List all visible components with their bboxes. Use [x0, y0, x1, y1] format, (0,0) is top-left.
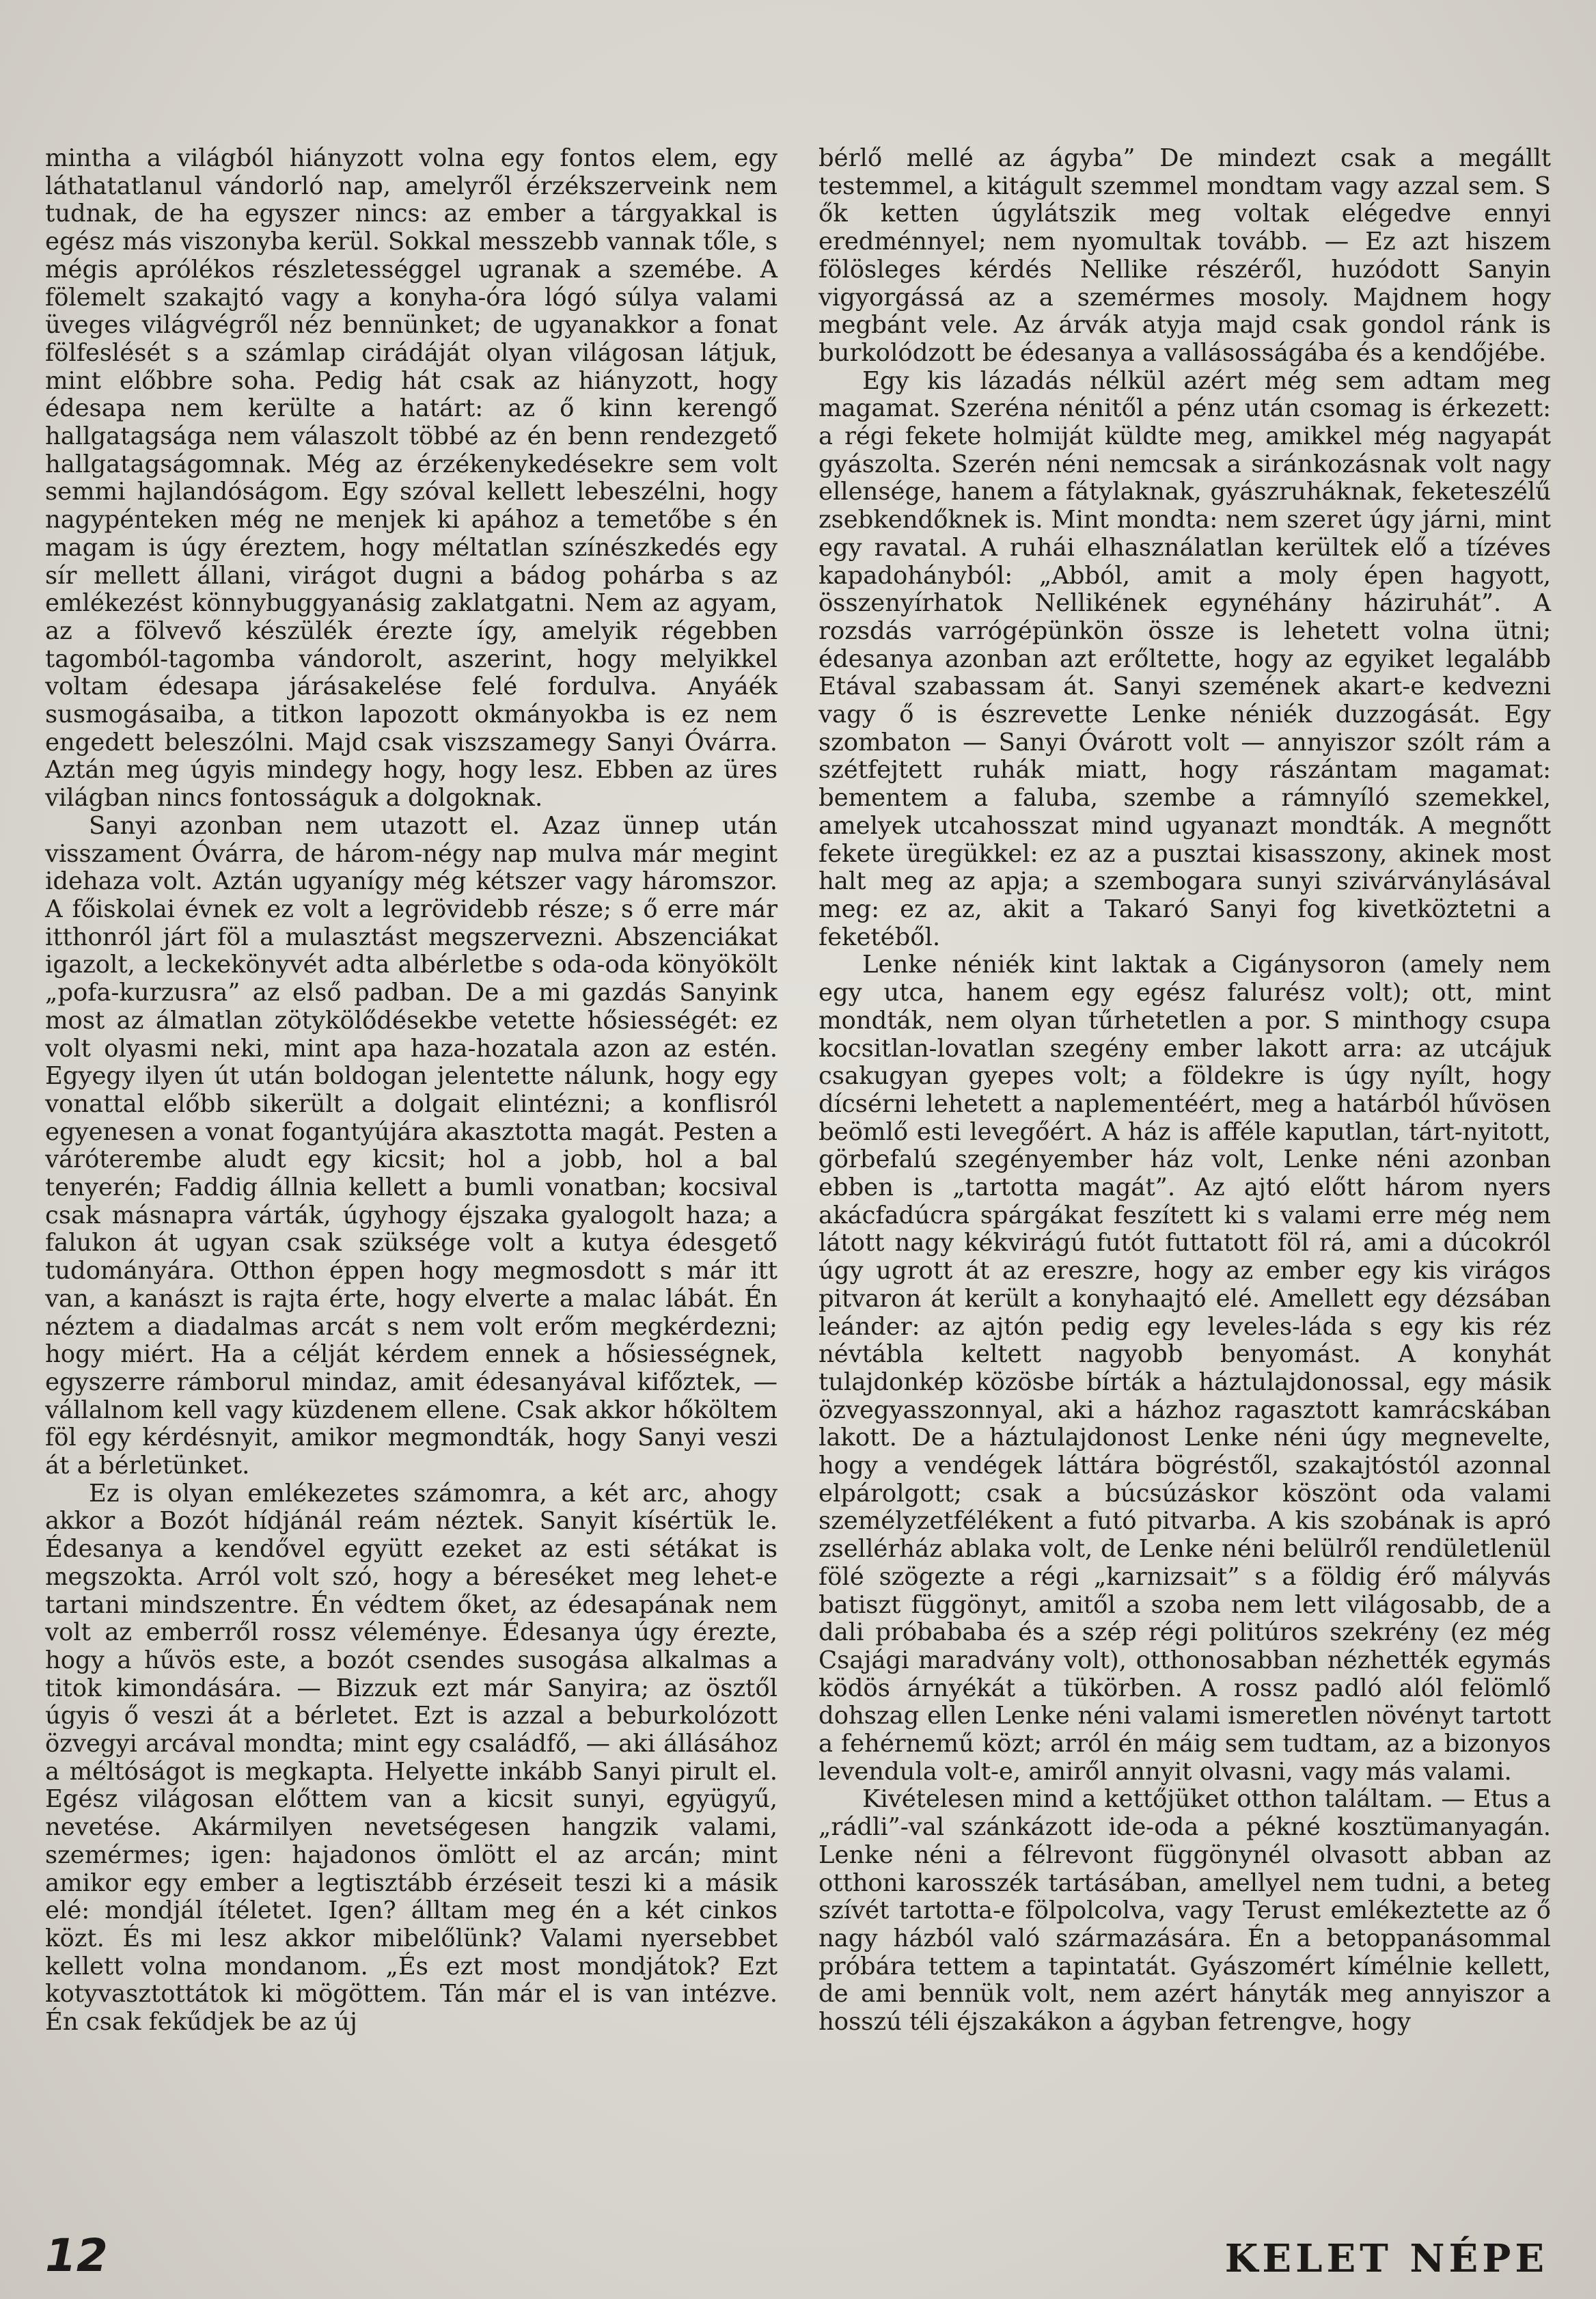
- paragraph: Egy kis lázadás nélkül azért még sem adtam meg magamat. Szeréna nénitől a pénz után csomag is érkezett: a régi fekete holmiját küldte meg, amikkel még nagyapát gyászolta. Szerén néni nemcsak a siránkozásnak volt nagy ellensége, hanem a fátylaknak, gyászruháknak, feketeszélű zsebkendőknek is. Mint mondta: nem szeret úgy járni, mint egy ravatal. A ruhái elhasználatlan kerültek elő a tízéves kapadohányból: „Abból, amit a moly épen hagyott, összenyírhatok Nellikének egynéhány háziruhát”. A rozsdás varrógépünkön össze is lehetett volna ütni; édesanya azonban azt erőltette, hogy az egyiket legalább Etával szabassam át. Sanyi szemének akart-e kedvezni vagy ő is észrevette Lenke néniék duzzogását. Egy szombaton — Sanyi Óvárott volt — annyiszor szólt rám a szétfejtett ruhák miatt, hogy rászántam magamat: bementem a faluba, szembe a rámnyíló szemekkel, amelyek utcahosszat mind ugyanazt mondták. A megnőtt fekete üregükkel: ez az a pusztai kisasszony, akinek most halt meg az apja; a szembogara sunyi szivárványlásával meg: ez az, akit a Takaró Sanyi fog kivetköztetni a feketéből.: [818, 366, 1551, 951]
- paragraph: bérlő mellé az ágyba” De mindezt csak a megállt testemmel, a kitágult szemmel mondtam vagy azzal sem. S ők ketten úgylátszik meg voltak elégedve ennyi eredménnyel; nem nyomultak tovább. — Ez azt hiszem fölösleges kérdés Nellike részéről, huzódott Sanyin vigyorgássá az a szemérmes mosoly. Majdnem hogy megbánt vele. Az árvák atyja majd csak gondol ránk is burkolódzott be édesanya a vallásosságába és a kendőjébe.: [818, 144, 1551, 367]
- page-number: 12: [45, 2229, 108, 2282]
- magazine-title: KELET NÉPE: [1224, 2236, 1548, 2281]
- paragraph: Lenke néniék kint laktak a Cigánysoron (amely nem egy utca, hanem egy egész falurész volt); ott, mint mondták, nem olyan tűrhetetlen a por. S minthogy csupa kocsitlan-lovatlan szegény ember lakott arra: az utcájuk csakugyan gyepes volt; a földekre is úgy nyílt, hogy dícsérni lehetett a naplementéért, meg a határból hűvösen beömlő esti levegőért. A ház is afféle kaputlan, tárt-nyitott, görbefalú szegényember ház volt, Lenke néni azonban ebben is „tartotta magát”. Az ajtó előtt három nyers akácfadúcra spárgákat feszített ki s valami erre még nem látott nagy kékvirágú futót futtatott föl rá, ami a dúcokról úgy ugrott át az ereszre, hogy az ember egy kis virágos pitvaron át került a konyhaajtó elé. Amellett egy dézsában leánder: az ajtón pedig egy leveles-láda s egy kis réz névtábla keltett nagyobb benyomást. A konyhát tulajdonkép közösbe bírták a háztulajdonossal, egy másik özvegyasszonnyal, aki a házhoz ragasztott kamrácskában lakott. De a háztulajdonost Lenke néni úgy megnevelte, hogy a vendégek láttára bögréstől, szakajtóstól azonnal elpárolgott; csak a búcsúzáskor köszönt oda valami személyzetfélékent a futó pitvarba. A kis szobának is apró zsellérház ablaka volt, de Lenke néni belülről rendületlenül fölé szögezte a régi „karnizsait” s a földig érő mályvás batiszt függönyt, amitől a szoba nem lett világosabb, de a dali próbababa és a szép régi politúros szekrény (ez még Csajági maradvány volt), otthonosabban nézhették egymás ködös árnyékát a tükörben. A rossz padló alól felömlő dohszag ellen Lenke néni valami ismeretlen növényt tartott a fehérnemű közt; arról én máig sem tudtam, az a bizonyos levendula volt-e, amiről annyit olvasni, vagy más valami.: [818, 951, 1551, 1786]
- paragraph: mintha a világból hiányzott volna egy fontos elem, egy láthatatlanul vándorló nap, amelyről érzékszerveink nem tudnak, de ha egyszer nincs: az ember a tárgyakkal is egész más viszonyba kerül. Sokkal messzebb vannak tőle, s mégis aprólékos részletességgel ugranak a szemébe. A fölemelt szakajtó vagy a konyha-óra lógó súlya valami üveges világvégről néz bennünket; de ugyanakkor a fonat fölfeslését s a számlap cirádáját olyan világosan látjuk, mint előbbre soha. Pedig hát csak az hiányzott, hogy édesapa nem kerülte a határt: az ő kinn kerengő hallgatagsága nem válaszolt többé az én benn rendezgető hallgatagságomnak. Még az érzékenykedésekre sem volt semmi hajlandóságom. Egy szóval kellett lebeszélni, hogy nagypénteken még ne menjek ki apához a temetőbe s én magam is úgy éreztem, hogy méltatlan színészkedés egy sír mellett állani, virágot dugni a bádog pohárba s az emlékezést könnybuggyanásig zaklatgatni. Nem az agyam, az a fölvevő készülék érezte így, amelyik régebben tagomból-tagomba vándorolt, aszerint, hogy melyikkel voltam édesapa járásakelése felé fordulva. Anyáék susmogásaiba, a titkon lapozott okmányokba is ez nem engedett beleszólni. Majd csak viszszamegy Sanyi Óvárra. Aztán meg úgyis mindegy hogy, hogy lesz. Ebben az üres világban nincs fontosságuk a dolgoknak.: [45, 144, 778, 813]
- paragraph: Kivételesen mind a kettőjüket otthon találtam. — Etus a „rádli”-val szánkázott ide-oda a pékné kosztümanyagán. Lenke néni a félrevont függönynél olvasott abban az otthoni karosszék tartásában, amellyel nem tudni, a beteg szívét tartotta-e fölpolcolva, vagy Terust emlékeztette az ő nagy házból való származására. Én a betoppanásommal próbára tettem a tapintatát. Gyászomért kímélnie kellett, de ami bennük volt, nem azért hányták meg annyiszor a hosszú téli éjszakákon a ágyban fetrengve, hogy: [818, 1785, 1551, 2037]
- paragraph: Ez is olyan emlékezetes számomra, a két arc, ahogy akkor a Bozót hídjánál reám néztek. Sanyit kísértük le. Édesanya a kendővel együtt ezeket az esti sétákat is megszokta. Arról volt szó, hogy a béreséket meg lehet-e tartani mindszentre. Én védtem őket, az édesapának nem volt az emberről rossz véleménye. Édesanya úgy érezte, hogy a hűvös este, a bozót csendes susogása alkalmas a titok kimondására. — Bizzuk ezt már Sanyira; az ösztől úgyis ő veszi át a bérletet. Ezt is azzal a beburkolózott özvegyi arcával mondta; mint egy családfő, — aki állásához a méltóságot is megkapta. Helyette inkább Sanyi pirult el. Egész világosan előttem van a kicsit sunyi, együgyű, nevetése. Akármilyen nevetségesen hangzik valami, szemérmes; igen: hajadonos ömlött el az arcán; mint amikor egy ember a legtisztább érzéseit teszi ki a másik elé: mondjál ítéletet. Igen? álltam meg én a két cinkos közt. És mi lesz akkor mibelőlünk? Valami nyersebbet kellett volna mondanom. „És ezt most mondjátok? Ezt kotyvasztottátok ki mögöttem. Tán már el is van intézve. Én csak fekűdjek be az új: [45, 1479, 778, 2037]
- right-column: [818, 145, 1551, 2037]
- left-column: [45, 145, 778, 2037]
- paragraph: Sanyi azonban nem utazott el. Azaz ünnep után visszament Óvárra, de három-négy nap mulva már megint idehaza volt. Aztán ugyanígy még kétszer vagy háromszor. A főiskolai évnek ez volt a legrövidebb része; s ő erre már itthonról járt föl a mulasztást megszervezni. Abszenciákat igazolt, a leckekönyvét adta albérletbe s oda-oda könyökölt „pofa-kurzusra” az első padban. De a mi gazdás Sanyink most az álmatlan zötykölődésekbe vetette hősiességét: ez volt olyasmi neki, mint apa haza-hozatala azon az estén. Egyegy ilyen út után boldogan jelentette nálunk, hogy egy vonattal előbb sikerült a dolgait elintézni; a konflisról egyenesen a vonat fogantyújára akasztotta magát. Pesten a váróterembe aludt egy kicsit; hol a jobb, hol a bal tenyerén; Faddig állnia kellett a bumli vonatban; kocsival csak másnapra várták, úgyhogy éjszaka gyalogolt haza; a falukon át ugyan csak szüksége volt a kutya édesgető tudományára. Otthon éppen hogy megmosdott s már itt van, a kanászt is rajta érte, hogy elverte a malac lábát. Én néztem a diadalmas arcát s nem volt erőm megkérdezni; hogy miért. Ha a célját kérdem ennek a hősiességnek, egyszerre rámborul mindaz, amit édesanyával kifőztek, — vállalnom kell vagy küzdenem ellene. Csak akkor hőköltem föl egy kérdésnyit, amikor megmondták, hogy Sanyi veszi át a bérletünket.: [45, 811, 778, 1480]
